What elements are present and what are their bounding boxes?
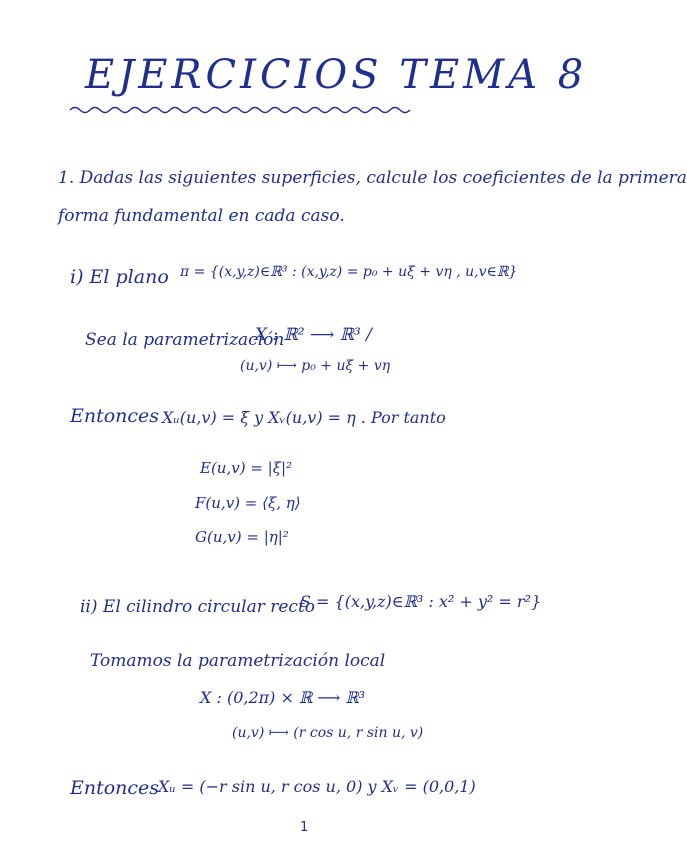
problem-statement-line-2: forma fundamental en cada caso. <box>58 206 345 226</box>
coefficient-F: F(u,v) = ⟨ξ, η⟩ <box>195 494 301 512</box>
part-ii-entonces: Entonces <box>70 777 160 799</box>
part-i-map: (u,v) ⟼ p₀ + uξ + vη <box>240 358 391 374</box>
problem-statement-line-1: 1. Dadas las siguientes superficies, calcule los coeficientes de la primera <box>58 168 687 188</box>
part-ii-map-domain: X : (0,2π) × ℝ ⟶ ℝ³ <box>200 688 366 707</box>
part-i-entonces: Entonces <box>70 405 160 427</box>
coefficient-G: G(u,v) = |η|² <box>195 528 289 546</box>
part-ii-map-rule: (u,v) ⟼ (r cos u, r sin u, v) <box>232 725 424 741</box>
part-i-set-definition: π = {(x,y,z)∈ℝ³ : (x,y,z) = p₀ + uξ + vη , u,v∈ℝ} <box>180 264 518 280</box>
part-i-heading: i) El plano <box>70 266 169 288</box>
page-number: 1 <box>300 820 309 835</box>
coefficient-E: E(u,v) = |ξ|² <box>200 459 293 477</box>
part-ii-set-definition: S = {(x,y,z)∈ℝ³ : x² + y² = r²} <box>300 592 542 611</box>
page-title: EJERCICIOS TEMA 8 <box>85 52 588 98</box>
part-ii-derivatives: Xᵤ = (−r sin u, r cos u, 0) y Xᵥ = (0,0,1) <box>158 777 476 796</box>
part-i-parametrization: X : ℝ² ⟶ ℝ³ / <box>255 325 372 345</box>
part-ii-tomamos: Tomamos la parametrización local <box>90 651 386 671</box>
part-ii-heading: ii) El cilindro circular recto <box>80 597 316 617</box>
part-i-sea-label: Sea la parametrización <box>85 330 285 350</box>
title-wavy-underline <box>70 100 430 120</box>
part-i-derivatives: Xᵤ(u,v) = ξ y Xᵥ(u,v) = η . Por tanto <box>162 408 446 427</box>
